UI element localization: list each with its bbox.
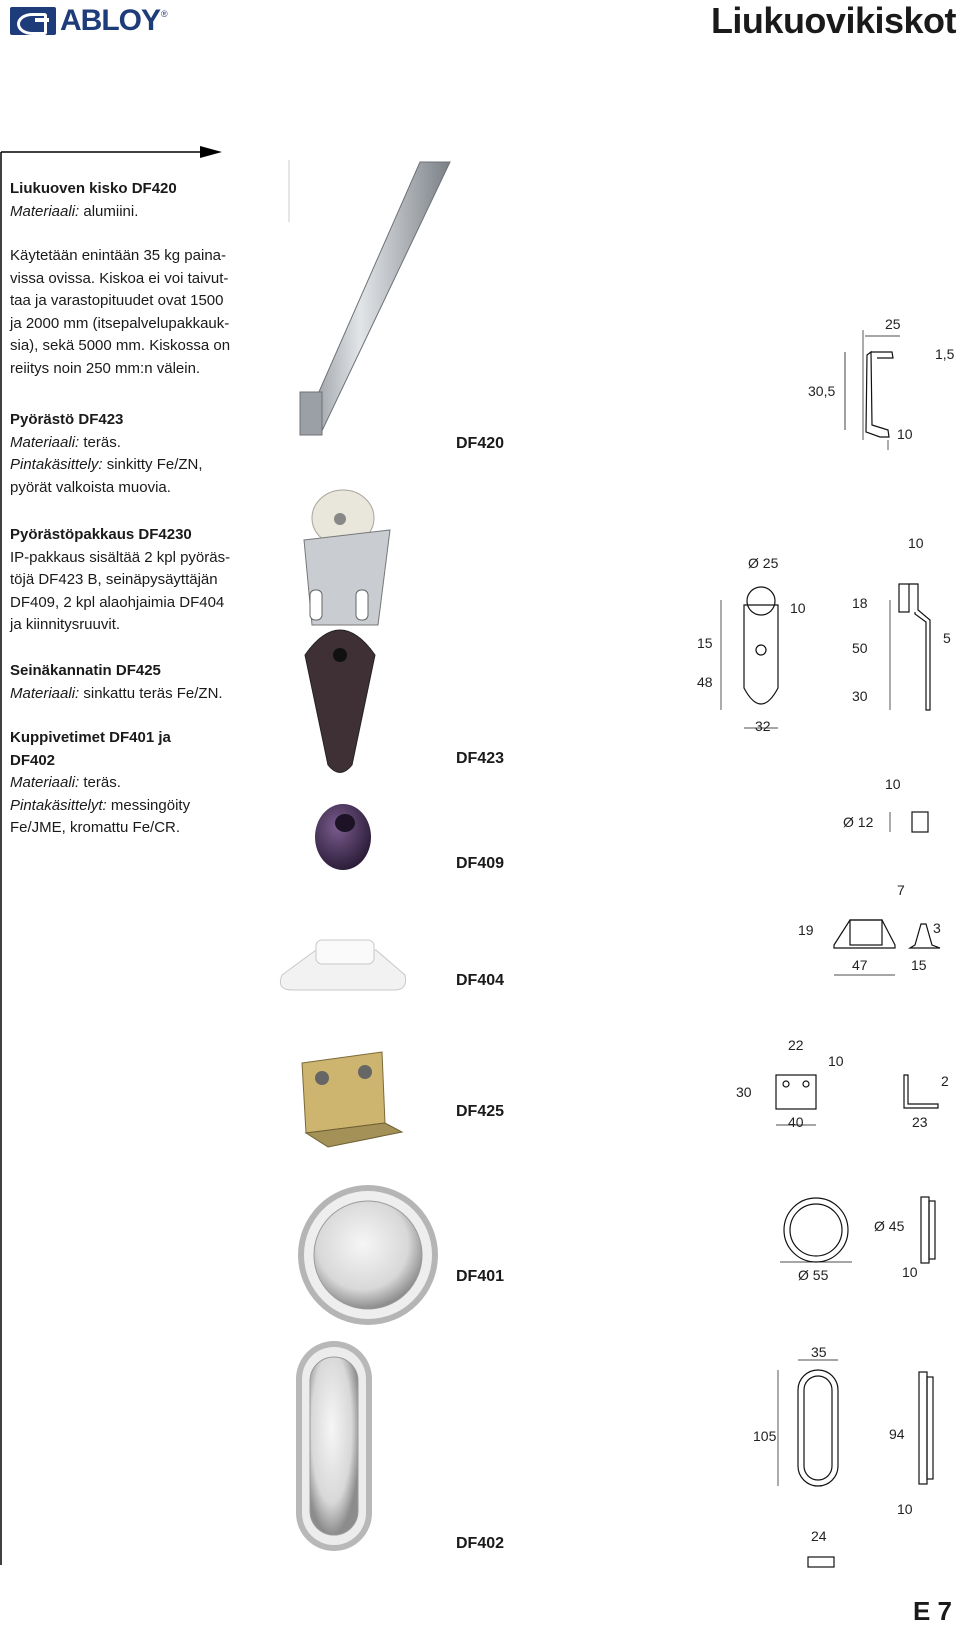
dim-label: 7	[897, 882, 905, 898]
df401-material-label: Materiaali:	[10, 774, 80, 791]
df423-line: pyörät valkoista muovia.	[10, 478, 171, 496]
df409-profile-drawing	[890, 812, 928, 832]
df423-finish-value: sinkitty Fe/ZN,	[102, 456, 203, 473]
df4230-line: IP-pakkaus sisältää 2 kpl pyöräs-	[10, 548, 231, 566]
dim-label: 35	[811, 1344, 827, 1360]
dim-label: 30,5	[808, 383, 836, 399]
df420-line: sia), sekä 5000 mm. Kiskossa on	[10, 337, 231, 354]
dim-label: 10	[885, 776, 901, 792]
df402-profile-drawing	[778, 1360, 933, 1567]
dim-label: 15	[911, 957, 927, 973]
dim-label: Ø 45	[874, 1218, 905, 1234]
dim-label: 10	[897, 426, 913, 442]
page-number: E 7	[912, 1596, 952, 1626]
df420-line: Käytetään enintään 35 kg paina-	[10, 247, 226, 264]
df420-line: taa ja varastopituudet ovat 1500	[10, 292, 224, 309]
registered-mark: ®	[161, 9, 168, 19]
dim-label: 30	[736, 1084, 752, 1100]
df423-finish-label: Pintakäsittely:	[10, 456, 103, 473]
dim-label: 1,5	[935, 346, 955, 362]
dim-label: Ø 55	[798, 1267, 829, 1283]
dim-label: 50	[852, 640, 868, 656]
df423-title: Pyörästö DF423	[10, 411, 124, 428]
df4230-line: töjä DF423 B, seinäpysäyttäjän	[10, 571, 218, 588]
dim-label: 10	[902, 1264, 918, 1280]
df401-finish-value: messingöity	[106, 796, 191, 814]
dim-label: Ø 25	[748, 555, 779, 571]
dim-label: 40	[788, 1114, 804, 1130]
dim-label: 47	[852, 957, 868, 973]
dim-label: 23	[912, 1114, 928, 1130]
code-df409: DF409	[456, 855, 505, 872]
dim-label: 22	[788, 1037, 804, 1053]
dim-label: 30	[852, 688, 868, 704]
dim-label: 10	[897, 1501, 913, 1517]
df420-material-label: Materiaali:	[10, 202, 80, 220]
dim-label: 2	[941, 1073, 949, 1089]
code-df404: DF404	[456, 972, 505, 989]
df402-title: DF402	[10, 751, 56, 769]
df420-profile-drawing	[845, 330, 900, 450]
df401-material-value: teräs.	[79, 774, 121, 791]
brand-name: ABLOY	[60, 4, 160, 37]
dim-label: 15	[697, 635, 713, 651]
df420-material-value: alumiini.	[79, 202, 139, 220]
code-df420: DF420	[456, 435, 505, 452]
dim-label: Ø 12	[843, 814, 874, 830]
df420-line: reiitys noin 250 mm:n välein.	[10, 359, 201, 377]
df401-line: Fe/JME, kromattu Fe/CR.	[10, 819, 181, 836]
page-title: Liukuovikiskot	[710, 0, 956, 41]
dim-label: 10	[828, 1053, 844, 1069]
df420-line: ja 2000 mm (itsepalvelupakkauk-	[10, 314, 230, 332]
code-df423: DF423	[456, 750, 505, 767]
df4230-line: DF409, 2 kpl alaohjaimia DF404	[10, 593, 225, 611]
df4230-title: Pyörästöpakkaus DF4230	[10, 526, 192, 543]
dim-label: 18	[852, 595, 868, 611]
code-df425: DF425	[456, 1103, 505, 1120]
dim-label: 10	[790, 600, 806, 616]
dim-label: 105	[753, 1428, 777, 1444]
code-df401: DF401	[456, 1268, 505, 1285]
dim-label: 5	[943, 630, 951, 646]
dim-label: 24	[811, 1528, 827, 1544]
df425-material-label: Materiaali:	[10, 684, 80, 702]
df420-title: Liukuoven kisko DF420	[10, 180, 177, 197]
df423-material-label: Materiaali:	[10, 433, 80, 451]
dim-label: 10	[908, 535, 924, 551]
code-df402: DF402	[456, 1535, 505, 1552]
dim-label: 94	[889, 1426, 905, 1442]
df423-profile-drawing	[721, 584, 930, 728]
df423-material-value: teräs.	[79, 433, 121, 451]
df425-material-value: sinkattu teräs Fe/ZN.	[79, 684, 223, 702]
df401-profile-drawing	[780, 1197, 935, 1263]
df425-title: Seinäkannatin DF425	[10, 662, 161, 679]
dim-label: 25	[885, 316, 901, 332]
dim-label: 19	[798, 922, 814, 938]
df401-title: Kuppivetimet DF401 ja	[10, 729, 171, 746]
df4230-line: ja kiinnitysruuvit.	[10, 616, 121, 633]
df420-line: vissa ovissa. Kiskoa ei voi taivut-	[10, 269, 229, 287]
dim-label: 32	[755, 718, 771, 734]
df401-finish-label: Pintakäsittelyt:	[10, 796, 107, 814]
dim-label: 3	[933, 920, 941, 936]
dim-label: 48	[697, 674, 713, 690]
